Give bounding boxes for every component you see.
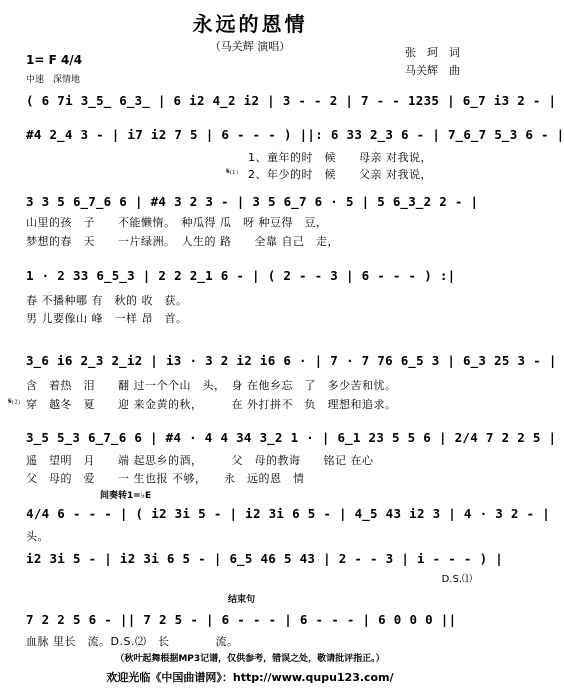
segno-1-mark: 𝄋⑴ [226, 167, 238, 177]
notation-line-4: 1 · 2 33 6̲5̲3 | 2 2 2̲1 6 - | ( 2 - - 3 | 6 - - - ) :| [26, 268, 456, 283]
lyricist-credit: 张 珂 词 [405, 46, 460, 59]
notation-line-8: i2 3i 5 - | i2 3i 6 5 - | 6̲5 46 5 43 | 2 - - 3 | i - - - ) | [26, 551, 504, 566]
tempo-marking: 中速 深情地 [26, 75, 81, 85]
notation-line-3: 3 3 5 6̲7̲6 6 | #4 3 2 3 - | 3 5 6̲7 6 · 5 | 5 6̲3̲2 2 - | [26, 194, 479, 209]
lyric-line-4b: 穿 越冬 夏 迎 来金黄的秋， 在 外打拼不 负 理想和追求。 [26, 398, 397, 411]
notation-line-5: 3̲6 i6 2̲3 2̲i2 | i3 · 3 2 i2 i6 6 · | 7 · 7 76 6̲5 3 | 6̲3 25 3 - | [26, 353, 557, 368]
notation-line-2: #4 2̲4 3 - | i7 i2 7 5 | 6 - - - ) ||: 6 33 2̲3 6 - | 7̲6̲7 5̲3 6 - | [26, 127, 564, 142]
lyric-line-2b: 梦想的春 天 一片绿洲。 人生的 路 全靠 自己 走， [26, 235, 339, 248]
song-title: 永远的恩情 [192, 12, 308, 36]
lyric-line-5b: 父 母的 爱 一 生也报 不够， 永 远的恩 情 [26, 472, 305, 485]
site-footer: 欢迎光临《中国曲谱网》：http://www.qupu123.com/ [106, 671, 394, 684]
notation-line-9: 7 2 2 5 6 - || 7 2 5 - | 6 - - - | 6 - - - | 6 0 0 0 || [26, 612, 457, 627]
notation-line-6: 3̲5 5̲3 6̲7̲6 6 | #4 · 4 4 34 3̲2 1 · | 6̲1 23 5 5 6 | 2/4 7 2 2 5 | [26, 430, 557, 445]
singer-credit: （马关辉 演唱） [209, 40, 291, 53]
lyric-line-7: 血脉 里长 流。D.S.⑵ 长 流。 [26, 635, 239, 648]
interlude-key-change: 间奏转1=♭E [100, 491, 152, 501]
lyric-line-4a: 含 着热 泪 翻 过一个个山 头， 身 在他乡忘 了 多少苦和忧。 [26, 379, 397, 392]
segno-2-mark: 𝄋⑵ [8, 397, 20, 407]
lyric-line-5a: 遥 望明 月 端 起思乡的酒， 父 母的教诲 铭记 在心 [26, 454, 374, 467]
ds-1-mark: D.S.⑴ [441, 574, 472, 585]
notation-line-7: 4/4 6 - - - | ( i2 3i 5 - | i2 3i 6 5 - | 4̲5 43 i2 3 | 4 · 3 2 - | [26, 506, 551, 521]
coda-label: 结束句 [228, 595, 256, 605]
lyric-line-1b: 2、年少的时 候 父亲 对我说， [248, 168, 432, 181]
lyric-line-6: 头。 [26, 530, 49, 543]
notation-line-1: ( 6 7i 3̲5̲ 6̲3̲ | 6 i2 4̲2 i2 | 3 - - 2 | 7 - - 1235 | 6̲7 i3 2 - | [26, 93, 557, 108]
lyric-line-3a: 春 不播种哪 有 秋的 收 获。 [26, 294, 188, 307]
lyric-line-2a: 山里的孩 子 不能懒惰。 种瓜得 瓜 呀 种豆得 豆， [26, 216, 328, 229]
key-signature: 1= F 4/4 [26, 53, 83, 67]
lyric-line-1a: 1、童年的时 候 母亲 对我说， [248, 151, 432, 164]
lyric-line-3b: 男 儿要像山 峰 一样 昂 首。 [26, 312, 188, 325]
composer-credit: 马关辉 曲 [405, 64, 460, 77]
transcription-note: （秋叶起舞根据MP3记谱，仅供参考，错误之处，敬请批评指正。） [115, 654, 385, 664]
